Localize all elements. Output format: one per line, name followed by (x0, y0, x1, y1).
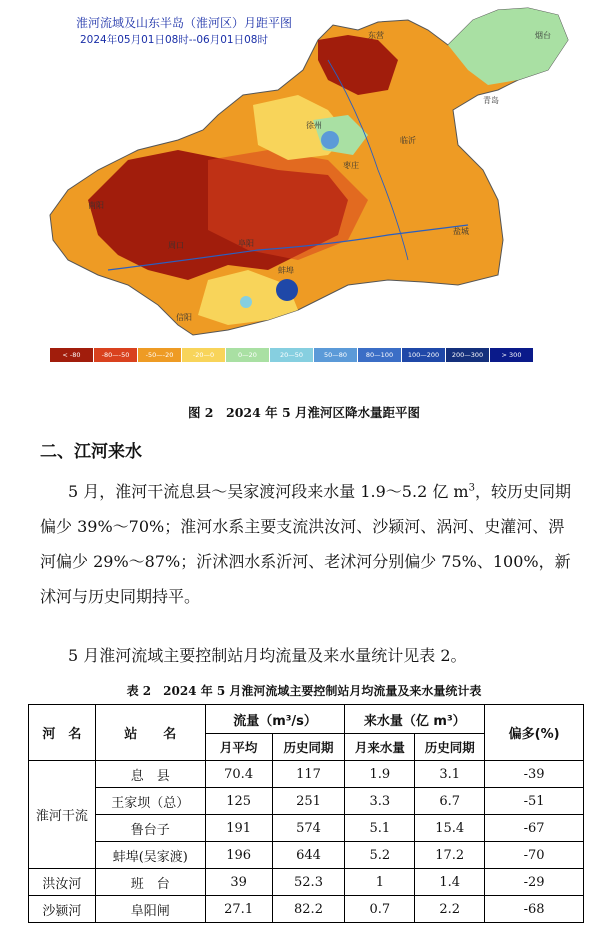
legend-swatch (182, 348, 225, 362)
map-place-label: 盐城 (453, 227, 469, 236)
anomaly-spot-north (321, 131, 339, 149)
legend-label: -50—-20 (145, 351, 174, 359)
map-place-label: 蚌埠 (278, 266, 294, 275)
map-place-label: 东营 (368, 31, 384, 40)
vol-hist-cell: 17.2 (415, 842, 485, 869)
map-legend (50, 348, 533, 362)
table-header-row (29, 705, 584, 734)
river-cell: 洪汝河 (29, 869, 96, 896)
flow-avg-cell: 191 (205, 815, 272, 842)
map-graphic (28, 0, 583, 378)
legend-swatch (358, 348, 401, 362)
map-title: 淮河流域及山东半岛（淮河区）月距平图 (76, 16, 293, 30)
paragraph-text: ，较历史同期偏少 39%～70%；淮河水系主要支流洪汝河、沙颍河、涡河、史灌河、淠河偏少 29%～87%；沂沭泗水系沂河、老沭河分别偏少 75%、100%，新沭河与历史同期持平。 (40, 482, 571, 606)
map-place-label: 南阳 (88, 201, 104, 210)
map-place-label: 信阳 (176, 313, 192, 322)
vol-month-cell: 5.2 (345, 842, 415, 869)
deviation-cell: -39 (485, 761, 584, 788)
flow-avg-cell: 125 (205, 788, 272, 815)
header-vol-hist: 历史同期 (415, 734, 485, 761)
legend-label: 200—300 (451, 351, 484, 359)
legend-swatch (270, 348, 313, 362)
flow-avg-cell: 70.4 (205, 761, 272, 788)
table-row (29, 842, 584, 869)
deviation-cell: -68 (485, 896, 584, 923)
vol-hist-cell: 3.1 (415, 761, 485, 788)
map-place-label: 徐州 (306, 121, 322, 130)
legend-swatch (226, 348, 269, 362)
paragraph-text: 5 月，淮河干流息县～吴家渡河段来水量 1.9～5.2 亿 m (68, 482, 469, 501)
vol-month-cell: 1.9 (345, 761, 415, 788)
vol-month-cell: 0.7 (345, 896, 415, 923)
flow-hist-cell: 82.2 (272, 896, 345, 923)
legend-label: 0—20 (238, 351, 257, 359)
header-vol-month: 月来水量 (345, 734, 415, 761)
legend-label: 100—200 (407, 351, 440, 359)
flow-statistics-table (28, 704, 584, 923)
table-row (29, 815, 584, 842)
paragraph-inflow-summary (40, 474, 580, 614)
flow-avg-cell: 27.1 (205, 896, 272, 923)
legend-label: > 300 (501, 351, 522, 359)
map-place-label: 阜阳 (238, 239, 254, 248)
header-station: 站 名 (95, 705, 205, 761)
legend-label: -20—0 (192, 351, 215, 359)
flow-hist-cell: 644 (272, 842, 345, 869)
map-place-label: 枣庄 (343, 161, 359, 170)
header-volume: 来水量（亿 m³） (345, 705, 485, 734)
precipitation-anomaly-map (28, 0, 583, 378)
table-row (29, 896, 584, 923)
station-cell: 鲁台子 (95, 815, 205, 842)
flow-avg-cell: 196 (205, 842, 272, 869)
legend-swatch (50, 348, 93, 362)
vol-hist-cell: 6.7 (415, 788, 485, 815)
legend-swatch (138, 348, 181, 362)
header-flow-avg: 月平均 (205, 734, 272, 761)
vol-month-cell: 5.1 (345, 815, 415, 842)
map-place-label: 烟台 (535, 31, 551, 40)
table-caption: 表 2 2024 年 5 月淮河流域主要控制站月均流量及来水量统计表 (126, 684, 482, 698)
legend-swatch (490, 348, 533, 362)
vol-hist-cell: 2.2 (415, 896, 485, 923)
station-cell: 王家坝（总） (95, 788, 205, 815)
legend-label: < -80 (62, 351, 81, 359)
legend-label: -80—-50 (101, 351, 130, 359)
legend-swatch (94, 348, 137, 362)
flow-hist-cell: 52.3 (272, 869, 345, 896)
vol-hist-cell: 15.4 (415, 815, 485, 842)
station-cell: 班 台 (95, 869, 205, 896)
section-heading: 二、江河来水 (40, 442, 142, 462)
legend-swatch (446, 348, 489, 362)
deviation-cell: -29 (485, 869, 584, 896)
deviation-cell: -67 (485, 815, 584, 842)
legend-label: 20—50 (279, 351, 304, 359)
header-deviation: 偏多(%) (485, 705, 584, 761)
header-river: 河 名 (29, 705, 96, 761)
legend-label: 50—80 (323, 351, 348, 359)
legend-swatch (314, 348, 357, 362)
station-cell: 蚌埠(吴家渡) (95, 842, 205, 869)
table-row (29, 788, 584, 815)
deviation-cell: -51 (485, 788, 584, 815)
flow-hist-cell: 117 (272, 761, 345, 788)
header-flow: 流量（m³/s） (205, 705, 345, 734)
station-cell: 阜阳闸 (95, 896, 205, 923)
map-place-label: 周口 (168, 241, 184, 250)
map-place-label: 青岛 (483, 96, 499, 105)
map-place-label: 临沂 (400, 136, 416, 145)
vol-month-cell: 1 (345, 869, 415, 896)
station-cell: 息 县 (95, 761, 205, 788)
paragraph-table-reference: 5 月淮河流域主要控制站月均流量及来水量统计见表 2。 (68, 646, 467, 665)
flow-hist-cell: 574 (272, 815, 345, 842)
river-cell: 沙颍河 (29, 896, 96, 923)
vol-month-cell: 3.3 (345, 788, 415, 815)
header-flow-hist: 历史同期 (272, 734, 345, 761)
table-row (29, 761, 584, 788)
anomaly-spot-south (276, 279, 298, 301)
flow-hist-cell: 251 (272, 788, 345, 815)
flow-avg-cell: 39 (205, 869, 272, 896)
river-cell: 淮河干流 (29, 761, 96, 869)
figure-caption: 图 2 2024 年 5 月淮河区降水量距平图 (187, 405, 421, 420)
vol-hist-cell: 1.4 (415, 869, 485, 896)
anomaly-spot-southwest (240, 296, 252, 308)
deviation-cell: -70 (485, 842, 584, 869)
map-subtitle: 2024年05月01日08时--06月01日08时 (80, 34, 268, 46)
legend-label: 80—100 (365, 351, 394, 359)
table-row (29, 869, 584, 896)
legend-swatch (402, 348, 445, 362)
unit-superscript: 3 (468, 482, 475, 494)
